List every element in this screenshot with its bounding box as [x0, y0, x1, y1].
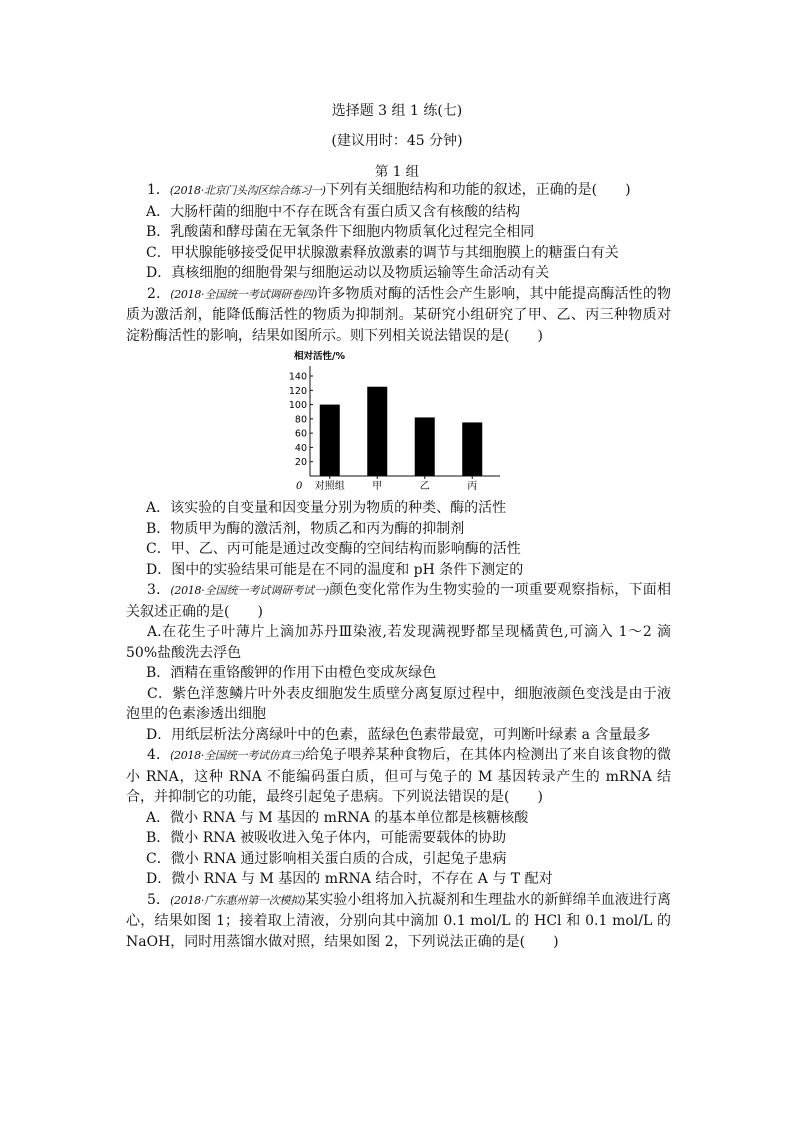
question-source: (2018·广东惠州第一次模拟) [170, 893, 306, 907]
question-number: 4． [147, 747, 171, 763]
y-tick-label: 20 [294, 457, 307, 469]
y-tick-label: 0 [296, 481, 303, 492]
question-text: 许多物质对酶的活性会产生影响，其中能提高酶活性的物质为激活剂，能降低酶活性的物质为抑制剂。某研究小组研究了甲、乙、丙三种物质对淀粉酶活性的影响，结果如图所示。则下列相关说法错误的是( ) [126, 285, 671, 344]
x-tick-label: 乙 [419, 481, 430, 492]
question-text: 下列有关细胞结构和功能的叙述，正确的是( ) [325, 182, 631, 198]
question-source: (2018·北京门头沟区综合练习一) [169, 184, 326, 197]
bar [462, 422, 482, 476]
question-list [126, 180, 671, 952]
bar-chart-svg [278, 348, 508, 498]
question-1-stem [126, 180, 671, 202]
question-source: (2018·全国统一考试仿真三) [170, 749, 306, 762]
y-tick-label: 120 [288, 385, 307, 397]
question-3-option-b: B．酒精在重铬酸钾的作用下由橙色变成灰绿色 [146, 665, 437, 681]
question-number: 2． [147, 285, 171, 302]
question-4-option-a: A．微小 RNA 与 M 基因的 mRNA 的基本单位都是核糖核酸 [146, 809, 529, 826]
question-3-stem [126, 580, 671, 622]
question-3-option-a: A.在花生子叶薄片上滴加苏丹Ⅲ染液,若发现满视野都呈现橘黄色,可滴入 1～2 滴 50%盐酸洗去浮色 [126, 624, 671, 661]
y-axis-label: 相对活性/% [294, 351, 345, 362]
question-5-stem [126, 890, 671, 953]
question-4-stem [126, 745, 671, 808]
time-suggestion: (建议用时：45 分钟) [331, 133, 463, 149]
question-text: 给兔子喂养某种食物后，在其体内检测出了来自该食物的微小 RNA，这种 RNA 不能编码蛋白质，但可与兔子的 M 基因转录产生的 mRNA 结合，并抑制它的功能，最终引起兔子患病。下列说法错误的是( ) [126, 747, 671, 805]
question-4-option-c: C．微小 RNA 通过影响相关蛋白质的合成，引起兔子患病 [146, 850, 507, 867]
x-tick-label: 甲 [372, 481, 383, 492]
question-2-option-d: D．图中的实验结果可能是在不同的温度和 pH 条件下测定的 [146, 561, 524, 578]
question-text: 颜色变化常作为生物实验的一项重要观察指标，下面相关叙述正确的是( ) [126, 582, 671, 620]
enzyme-activity-chart [126, 348, 671, 498]
question-3-option-d: D．用纸层析法分离绿叶中的色素，蓝绿色色素带最宽，可判断叶绿素 a 含量最多 [146, 726, 651, 743]
question-source: (2018·全国统一考试调研考试一) [170, 584, 330, 597]
y-tick-label: 80 [294, 414, 307, 426]
bar [320, 405, 340, 476]
question-4-option-d: D．微小 RNA 与 M 基因的 mRNA 结合时，不存在 A 与 T 配对 [146, 871, 553, 887]
question-number: 1． [147, 182, 170, 198]
bar [367, 387, 387, 476]
question-1-option-c: C．甲状腺能够接受促甲状腺激素释放激素的调节与其细胞膜上的糖蛋白有关 [146, 244, 619, 261]
question-2-option-b: B．物质甲为酶的激活剂，物质乙和丙为酶的抑制剂 [146, 520, 465, 537]
question-2-stem [126, 284, 671, 347]
question-2-option-c: C．甲、乙、丙可能是通过改变酶的空间结构而影响酶的活性 [146, 541, 521, 557]
y-tick-label: 60 [294, 428, 307, 440]
question-3-option-c: C．紫色洋葱鳞片叶外表皮细胞发生质壁分离复原过程中，细胞液颜色变浅是由于液泡里的色素渗透出细胞 [126, 685, 671, 722]
question-source: (2018·全国统一考试调研卷四) [170, 287, 317, 301]
x-tick-label: 对照组 [314, 481, 345, 492]
group-label: 第 1 组 [374, 164, 420, 180]
page-title: 选择题 3 组 1 练(七) [331, 103, 463, 119]
question-text: 某实验小组将加入抗凝剂和生理盐水的新鲜绵羊血液进行离心，结果如图 1；接着取上清液，分别向其中滴加 0.1 mol/L 的 HCl 和 0.1 mol/L 的 NaOH，同时用蒸馏水做对照，结果如图 2，下列说法正确的是( ) [126, 891, 671, 950]
question-number: 5． [147, 891, 171, 908]
y-tick-label: 140 [288, 371, 307, 383]
question-1-option-a: A．大肠杆菌的细胞中不存在既含有蛋白质又含有核酸的结构 [146, 203, 521, 220]
question-1-option-d: D．真核细胞的细胞骨架与细胞运动以及物质运输等生命活动有关 [146, 265, 550, 281]
bar [415, 417, 435, 476]
y-tick-label: 40 [294, 442, 307, 454]
question-2-option-a: A．该实验的自变量和因变量分别为物质的种类、酶的活性 [146, 500, 507, 516]
y-tick-label: 100 [288, 400, 307, 412]
x-tick-label: 丙 [467, 481, 478, 492]
question-4-option-b: B．微小 RNA 被吸收进入兔子体内，可能需要载体的协助 [146, 830, 507, 846]
question-number: 3． [147, 582, 171, 598]
question-1-option-b: B．乳酸菌和酵母菌在无氧条件下细胞内物质氧化过程完全相同 [146, 224, 535, 240]
